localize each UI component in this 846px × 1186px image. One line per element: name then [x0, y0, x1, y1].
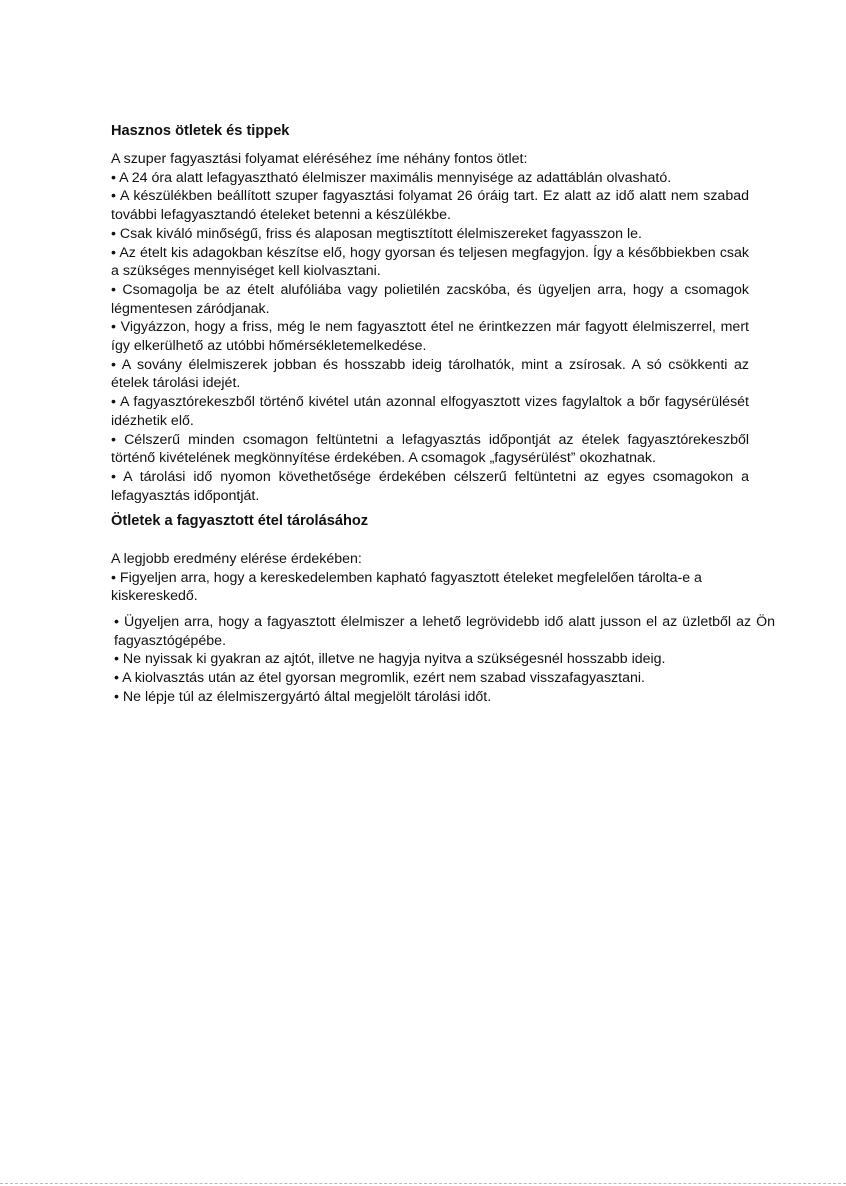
- list-item: • Csak kiváló minőségű, friss és alaposan megtisztított élelmiszereket fagyasszon le.: [111, 225, 642, 242]
- section-intro: A legjobb eredmény elérése érdekében:: [111, 551, 362, 567]
- list-item: • Az ételt kis adagokban készítse elő, hogy gyorsan és teljesen megfagyjon. Így a későbbiekben csak a szükséges mennyiséget kell kiolvasztani.: [111, 244, 749, 280]
- list-item: • Ne lépje túl az élelmiszergyártó által megjelölt tárolási időt.: [114, 688, 492, 705]
- list-item: • A fagyasztórekeszből történő kivétel után azonnal elfogyasztott vizes fagylaltok a bőr fagysérülését idézhetik elő.: [111, 394, 749, 429]
- section-useful-tips: [111, 121, 749, 505]
- list-item: • Ügyeljen arra, hogy a fagyasztott élelmiszer a lehető legrövidebb idő alatt jusson el az üzletből az Ön fagyasztógépébe.: [114, 614, 775, 649]
- list-item: • A készülékben beállított szuper fagyasztási folyamat 26 óráig tart. Ez alatt az idő alatt nem szabad további lefagyasztandó ételeket betenni a készülékbe.: [111, 188, 749, 224]
- section-title: Ötletek a fagyasztott étel tárolásához: [111, 513, 369, 529]
- list-item: • A sovány élelmiszerek jobban és hosszabb ideig tárolhatók, mint a zsírosak. A só csökkenti az ételek tárolási idejét.: [111, 356, 749, 392]
- page-bottom-rule: [0, 1183, 846, 1184]
- list-item: • A kiolvasztás után az étel gyorsan megromlik, ezért nem szabad visszafagyasztani.: [114, 670, 645, 687]
- list-item: • A 24 óra alatt lefagyasztható élelmiszer maximális mennyisége az adattáblán olvasható.: [111, 169, 672, 186]
- section-storage-tips: [111, 511, 769, 606]
- section-storage-list: [114, 613, 775, 707]
- list-item: • Célszerű minden csomagon feltüntetni a lefagyasztás időpontját az ételek fagyasztórekeszből történő kivételének megkönnyítése érdekében. A csomagok „fagysérülést” okozhatnak.: [111, 431, 749, 467]
- list-item: • Csomagolja be az ételt alufóliába vagy polietilén zacskóba, és ügyeljen arra, hogy a csomagok légmentesen záródjanak.: [111, 281, 749, 317]
- list-item: • A tárolási idő nyomon követhetősége érdekében célszerű feltüntetni az egyes csomagokon a lefagyasztás időpontját.: [111, 468, 749, 504]
- list-item: • Vigyázzon, hogy a friss, még le nem fagyasztott étel ne érintkezzen már fagyott élelmiszerrel, mert így elkerülhető az utóbbi hőmérsékletemelkedése.: [111, 319, 749, 355]
- section-title: Hasznos ötletek és tippek: [111, 123, 290, 139]
- list-item: • Figyeljen arra, hogy a kereskedelemben kapható fagyasztott ételeket megfelelően tárolta-e a kiskereskedő.: [111, 569, 702, 605]
- section-intro: A szuper fagyasztási folyamat eléréséhez íme néhány fontos ötlet:: [111, 151, 528, 167]
- list-item: • Ne nyissak ki gyakran az ajtót, illetve ne hagyja nyitva a szükségesnél hosszabb ideig.: [114, 651, 666, 668]
